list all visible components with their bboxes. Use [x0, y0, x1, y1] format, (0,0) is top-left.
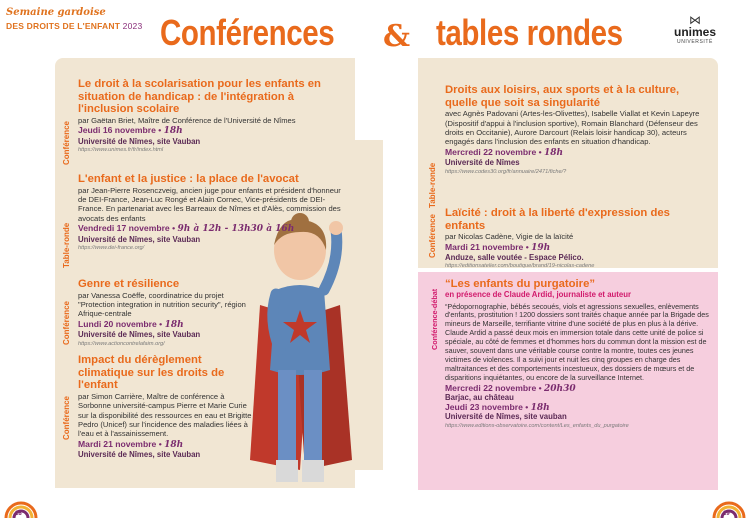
event-date-line: Mardi 21 novembre • 19h: [445, 241, 551, 253]
event-title: Genre et résilience: [78, 278, 180, 290]
event-speaker: par Jean-Pierre Rosenczveig, ancien juge pour enfants et président d'honneur de DEI-France, Jean-Luc Rongé et Alain Cornec, Vice-présidents de DEI-France. En partenariat avec les Barreaux de Nîmes et d'Alès, commission des avocats des enfants: [78, 185, 341, 223]
event-title: Impact du dérèglement climatique sur les droits de l'enfant: [78, 354, 225, 392]
event-speaker: par Gaëtan Briet, Maître de Conférence de l'Université de Nîmes: [78, 115, 296, 125]
event-time: 18h: [530, 403, 550, 414]
page-number-right: 19: [723, 511, 730, 517]
right-item-2: [445, 207, 707, 270]
event-place: Université de Nîmes, site Vauban: [78, 136, 201, 146]
category-label: Conférence: [62, 395, 71, 440]
featured-date-line-1: Mercredi 22 novembre • 20h30: [445, 382, 576, 394]
butterfly-icon: ⋈: [689, 13, 701, 27]
event-place: Anduze, salle voutée - Espace Pélico.: [445, 253, 584, 262]
event-time: 18h: [164, 439, 184, 450]
left-item-1: [78, 78, 350, 154]
logo-name: unimes: [673, 25, 716, 39]
event-date-line: Lundi 20 novembre • 18h: [78, 318, 184, 330]
event-place: Université de Nîmes, site Vauban: [78, 330, 201, 340]
event-time: 18h: [544, 147, 564, 158]
event-sub-title-text: DES DROITS DE L'ENFANT: [6, 21, 121, 31]
unimes-logo: [670, 14, 720, 45]
featured-body: “Pédopornographie, bébés secoués, viols et agressions sexuelles, enlèvements d'enfants, prostitution ! 1200 dossiers sont traités chaque année par la Brigade des mineurs de Marseille, terrifiante vitrine d'une société de plus en plus à la dérive. Claude Ardid a passé deux mois en immersion totale dans cette unité de police si spéciale, au côté de femmes et d'hommes hors du commun dont la mission est de sauver, souvent dans une véritable course contre la montre, toutes ces jeunes victimes de violences. Il a suivi jour et nuit les cinq groupes en charge des maltraitances et des comportements incestueux, des dossiers de mœurs et de disparitions inquiétantes, ou encore de la surveillance Internet.: [445, 301, 709, 382]
event-date: Jeudi 16 novembre: [78, 125, 156, 136]
event-year: 2023: [122, 21, 143, 31]
event-place: Université de Nîmes: [445, 158, 520, 168]
event-place: Université de Nîmes, site Vauban: [78, 450, 201, 460]
event-sub-title: [6, 21, 142, 31]
heading-ampersand: &: [383, 19, 411, 54]
category-label: Table-ronde: [428, 162, 437, 208]
heading-tables-rondes: tables rondes: [436, 12, 623, 53]
featured-category-label: Conférence-débat: [430, 288, 439, 350]
event-date: Vendredi 17 novembre: [78, 223, 170, 234]
category-label: Conférence: [428, 213, 437, 258]
category-label: Conférence: [62, 120, 71, 165]
event-date-line: Mercredi 22 novembre • 18h: [445, 146, 564, 158]
event-speaker: par Vanessa Coëffe, coordinatrice du projet "Protection integration in nutrition security", région Afrique-centrale: [78, 290, 246, 319]
category-label: Conférence: [62, 300, 71, 345]
event-link[interactable]: https://www.unimes.fr/fr/index.html: [78, 147, 164, 153]
event-title: Le droit à la scolarisation pour les enfants en situation de handicap : de l'intégration à l'inclusion scolaire: [78, 78, 321, 116]
event-time: 18h: [163, 126, 183, 137]
event-time: 9h à 12h - 13h30 à 16h: [177, 224, 295, 235]
event-date: Mercredi 22 novembre: [445, 382, 537, 393]
event-date: Mardi 21 novembre: [445, 241, 524, 252]
featured-title: “Les enfants du purgatoire”: [445, 278, 596, 290]
event-date: Jeudi 23 novembre: [445, 402, 523, 413]
event-time: 20h30: [544, 383, 576, 394]
event-title: Droits aux loisirs, aux sports et à la culture, quelle que soit sa singularité: [445, 84, 680, 109]
right-item-1: [445, 84, 707, 176]
event-date-line: Mardi 21 novembre • 18h: [78, 438, 184, 450]
page-number-left: 18: [15, 511, 22, 517]
featured-item: [445, 278, 710, 430]
event-title: Laïcité : droit à la liberté d'expression des enfants: [445, 207, 670, 232]
logo-sub: UNIVERSITÉ: [676, 39, 713, 45]
featured-place-1: Barjac, au château: [445, 392, 514, 402]
event-date-line: Jeudi 16 novembre • 18h: [78, 125, 183, 137]
heading-conferences: Conférences: [160, 12, 335, 53]
event-date: Lundi 20 novembre: [78, 318, 157, 329]
event-date: Mercredi 22 novembre: [445, 146, 537, 157]
featured-place-2: Université de Nîmes, site vauban: [445, 412, 567, 422]
event-title: L'enfant et la justice : la place de l'avocat: [78, 173, 299, 185]
event-date: Mardi 21 novembre: [78, 438, 157, 449]
event-top-title: Semaine gardoise: [6, 7, 106, 18]
featured-subtitle: en présence de Claude Ardid, journaliste et auteur: [445, 289, 632, 299]
featured-date-line-2: Jeudi 23 novembre • 18h: [445, 402, 550, 414]
featured-link[interactable]: https://www.editions-observatoire.com/content/Les_enfants_du_purgatoire: [445, 423, 629, 430]
category-label: Table-ronde: [62, 222, 71, 268]
child-superhero-illustration: [240, 210, 360, 500]
event-speaker: avec Agnès Padovani (Artes-les-Olivettes), Isabelle Viallat et Kevin Lapeyre (Dispositif d'appui à l'inclusion sportive), Romain Blanchard (Défenseur des droits en Occitanie), Aurore Darcourt (Relais loisir handicap 30), acteurs engagés dans l'inclusion des enfants en situation d'handicap.: [445, 109, 700, 147]
event-link[interactable]: https://www.codes30.org/fr/annuaire/2471/fiche/?: [445, 168, 567, 175]
event-link[interactable]: https://www.actioncontrelafaim.org/: [78, 340, 165, 347]
event-time: 18h: [164, 319, 184, 330]
left-item-2: [78, 173, 350, 252]
event-speaker: par Nicolas Cadène, Vigie de la laïcité: [445, 232, 574, 242]
event-place: Université de Nîmes, site Vauban: [78, 234, 201, 244]
event-time: 19h: [531, 242, 551, 253]
event-date-line: Vendredi 17 novembre • 9h à 12h - 13h30 à 16h: [78, 223, 295, 235]
left-item-3: [78, 278, 258, 348]
left-item-4: [78, 354, 258, 460]
event-link[interactable]: https://editionsatelier.com/boutique/brand/19-nicolas-cadene: [445, 263, 595, 270]
event-link[interactable]: https://www.dei-france.org/: [78, 245, 145, 252]
event-speaker: par Simon Carrière, Maître de conférence à Sorbonne université-campus Pierre et Marie Curie sur la disponibilité des ressources en eau et Brigitte Pedro (Unicef) sur l'incidence des maladies liées à l'eau et à l'assainissement.: [78, 391, 252, 439]
